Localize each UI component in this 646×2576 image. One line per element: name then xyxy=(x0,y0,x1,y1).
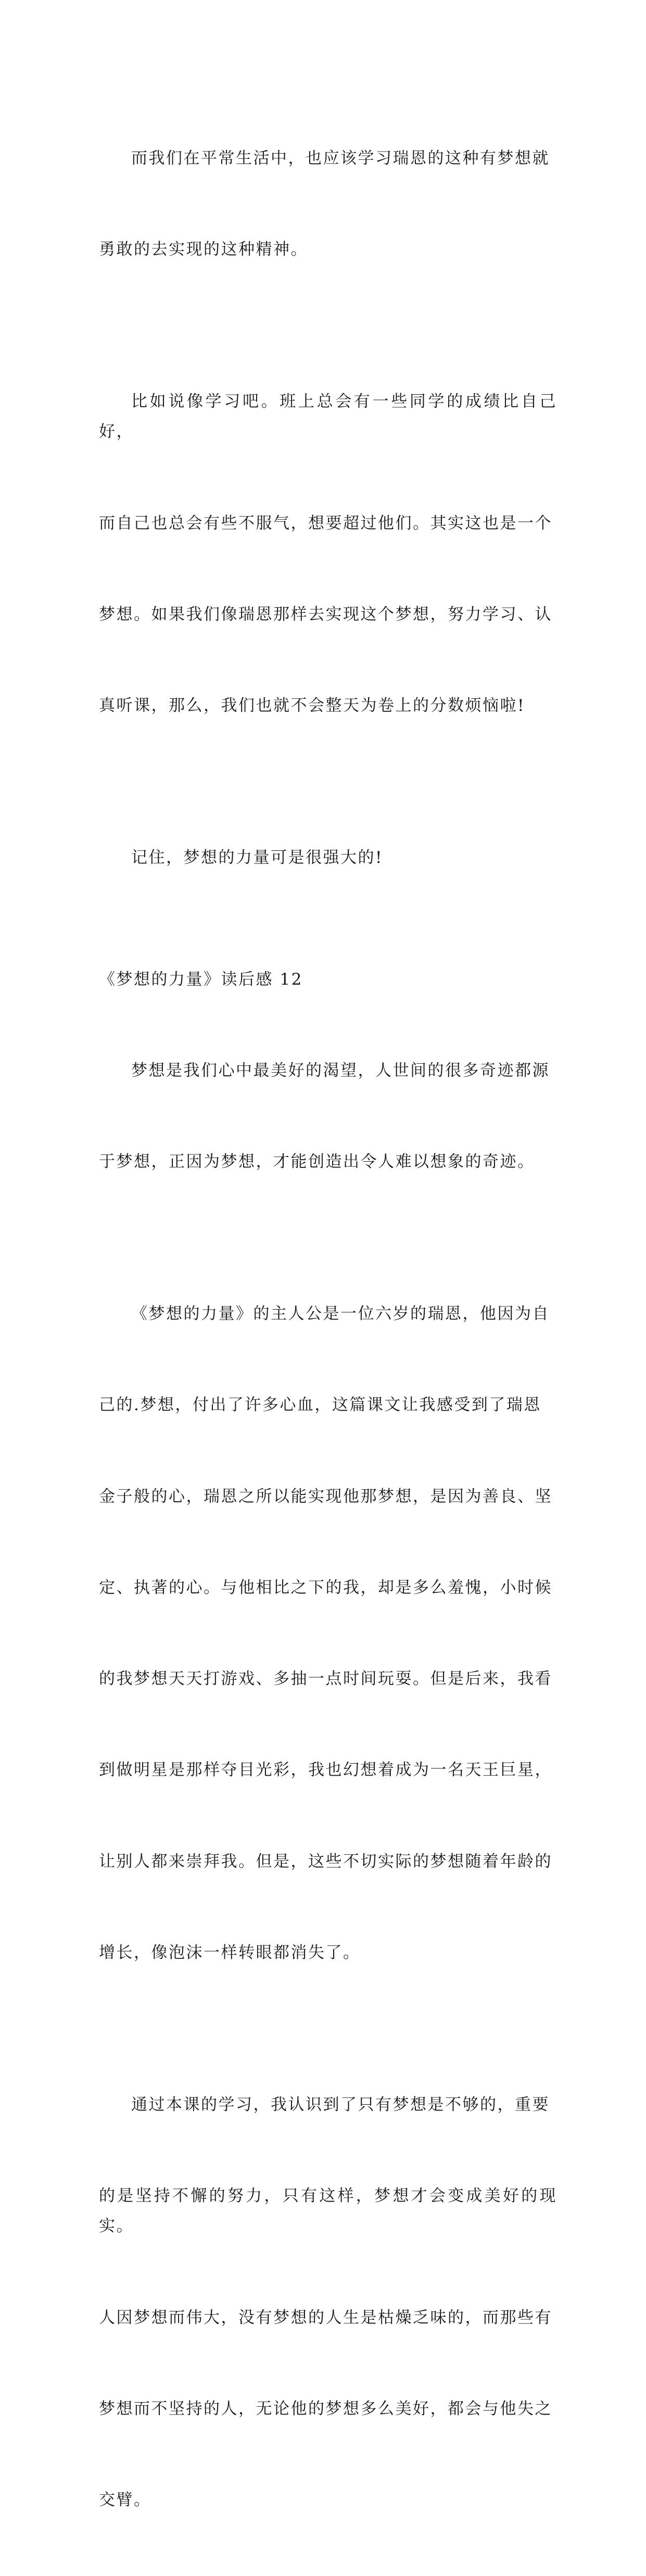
text-line: 到做明星是那样夺目光彩，我也幻想着成为一名天王巨星， xyxy=(99,1761,552,1780)
section-heading: 《梦想的力量》读后感 12 xyxy=(99,970,303,989)
text-line: 梦想而不坚持的人，无论他的梦想多么美好，都会与他失之 xyxy=(99,2399,552,2418)
text-line: 比如说像学习吧。班上总会有一些同学的成绩比自己好， xyxy=(99,392,557,442)
text-line: 真听课，那么，我们也就不会整天为卷上的分数烦恼啦! xyxy=(99,696,525,715)
text-line: 梦想。如果我们像瑞恩那样去实现这个梦想，努力学习、认 xyxy=(99,605,552,624)
text-line: 《梦想的力量》的主人公是一位六岁的瑞恩，他因为自 xyxy=(131,1304,550,1324)
paragraph-1 xyxy=(99,82,557,325)
paragraph-5 xyxy=(99,1238,557,2029)
text-line: 让别人都来崇拜我。但是，这些不切实际的梦想随着年龄的 xyxy=(99,1852,552,1871)
text-line: 增长，像泡沫一样转眼都消失了。 xyxy=(99,1943,361,1962)
document-body xyxy=(99,82,557,2576)
text-line: 金子般的心，瑞恩之所以能实现他那梦想，是因为善良、坚 xyxy=(99,1487,552,1506)
text-line: 于梦想，正因为梦想，才能创造出令人难以想象的奇迹。 xyxy=(99,1152,535,1172)
text-line: 人因梦想而伟大，没有梦想的人生是枯燥乏味的，而那些有 xyxy=(99,2308,552,2327)
text-line: 的是坚持不懈的努力，只有这样，梦想才会变成美好的现实。 xyxy=(99,2187,557,2236)
text-line: 而我们在平常生活中，也应该学习瑞恩的这种有梦想就 xyxy=(131,148,550,168)
text-line: 而自己也总会有些不服气，想要超过他们。其实这也是一个 xyxy=(99,513,552,533)
text-line: 交臂。 xyxy=(99,2491,151,2510)
paragraph-4 xyxy=(99,995,557,1238)
paragraph-3 xyxy=(99,782,557,934)
text-line: 通过本课的学习，我认识到了只有梦想是不够的，重要 xyxy=(131,2095,550,2114)
text-line: 己的.梦想，付出了许多心血，这篇课文让我感受到了瑞恩 xyxy=(99,1396,541,1415)
section-spacer xyxy=(99,934,557,964)
paragraph-2 xyxy=(99,325,557,782)
text-line: 定、执著的心。与他相比之下的我，却是多么羞愧，小时候 xyxy=(99,1578,552,1597)
text-line: 勇敢的去实现的这种精神。 xyxy=(99,240,308,259)
text-line: 的我梦想天天打游戏、多抽一点时间玩耍。但是后来，我看 xyxy=(99,1669,552,1689)
text-line: 记住，梦想的力量可是很强大的! xyxy=(131,848,383,868)
paragraph-6 xyxy=(99,2029,557,2576)
text-line: 梦想是我们心中最美好的渴望，人世间的很多奇迹都源 xyxy=(131,1061,550,1080)
